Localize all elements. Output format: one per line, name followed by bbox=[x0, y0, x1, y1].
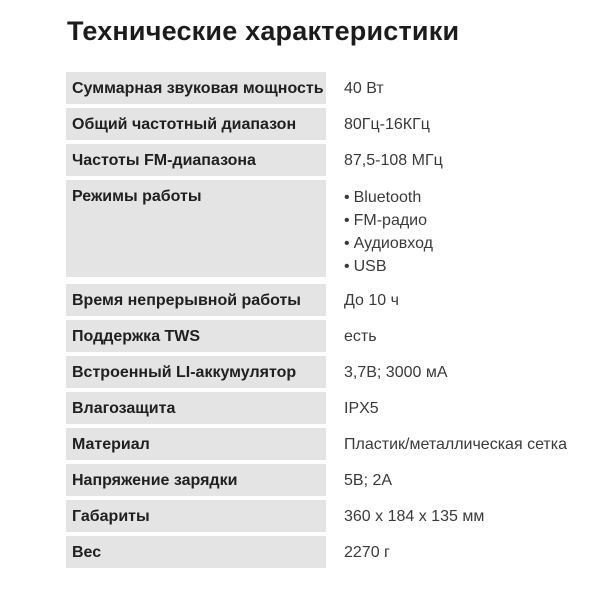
spec-row bbox=[66, 320, 586, 352]
spec-row bbox=[66, 464, 586, 496]
spec-label: Поддержка TWS bbox=[66, 320, 326, 352]
spec-label: Напряжение зарядки bbox=[66, 464, 326, 496]
list-item: • Bluetooth bbox=[344, 188, 586, 211]
spec-row bbox=[66, 392, 586, 424]
spec-row bbox=[66, 428, 586, 460]
spec-row bbox=[66, 536, 586, 568]
spec-value: 2270 г bbox=[344, 544, 390, 561]
spec-row bbox=[66, 72, 586, 104]
spec-label: Частоты FM-диапазона bbox=[66, 144, 326, 176]
spec-row bbox=[66, 500, 586, 532]
spec-row bbox=[66, 108, 586, 140]
spec-value: IPX5 bbox=[344, 400, 379, 417]
list-item: • Аудиовход bbox=[344, 234, 586, 257]
spec-value: Пластик/металлическая сетка bbox=[344, 436, 568, 453]
operating-modes-list bbox=[344, 188, 586, 280]
spec-value: 3,7В; 3000 мА bbox=[344, 364, 448, 381]
spec-value: До 10 ч bbox=[344, 292, 399, 309]
spec-label: Влагозащита bbox=[66, 392, 326, 424]
spec-row bbox=[66, 284, 586, 316]
spec-row bbox=[66, 356, 586, 388]
spec-row bbox=[66, 144, 586, 176]
list-item: • USB bbox=[344, 257, 586, 280]
spec-label: Материал bbox=[66, 428, 326, 460]
spec-value: 5В; 2А bbox=[344, 472, 393, 489]
spec-value: есть bbox=[344, 328, 377, 345]
spec-value: 40 Вт bbox=[344, 80, 384, 97]
spec-value: 80Гц-16КГц bbox=[344, 116, 430, 133]
spec-label: Встроенный LI-аккумулятор bbox=[66, 356, 326, 388]
list-item: • FM-радио bbox=[344, 211, 586, 234]
spec-label: Время непрерывной работы bbox=[66, 284, 326, 316]
spec-row bbox=[66, 180, 586, 280]
page-title: Технические характеристики bbox=[67, 16, 460, 46]
spec-value: 87,5-108 МГц bbox=[344, 152, 443, 169]
spec-table bbox=[66, 72, 586, 572]
spec-label: Общий частотный диапазон bbox=[66, 108, 326, 140]
spec-label: Суммарная звуковая мощность bbox=[66, 72, 326, 104]
spec-label: Габариты bbox=[66, 500, 326, 532]
spec-value bbox=[326, 180, 586, 280]
spec-label: Режимы работы bbox=[66, 180, 326, 277]
spec-value: 360 х 184 х 135 мм bbox=[344, 508, 485, 525]
spec-label: Вес bbox=[66, 536, 326, 568]
